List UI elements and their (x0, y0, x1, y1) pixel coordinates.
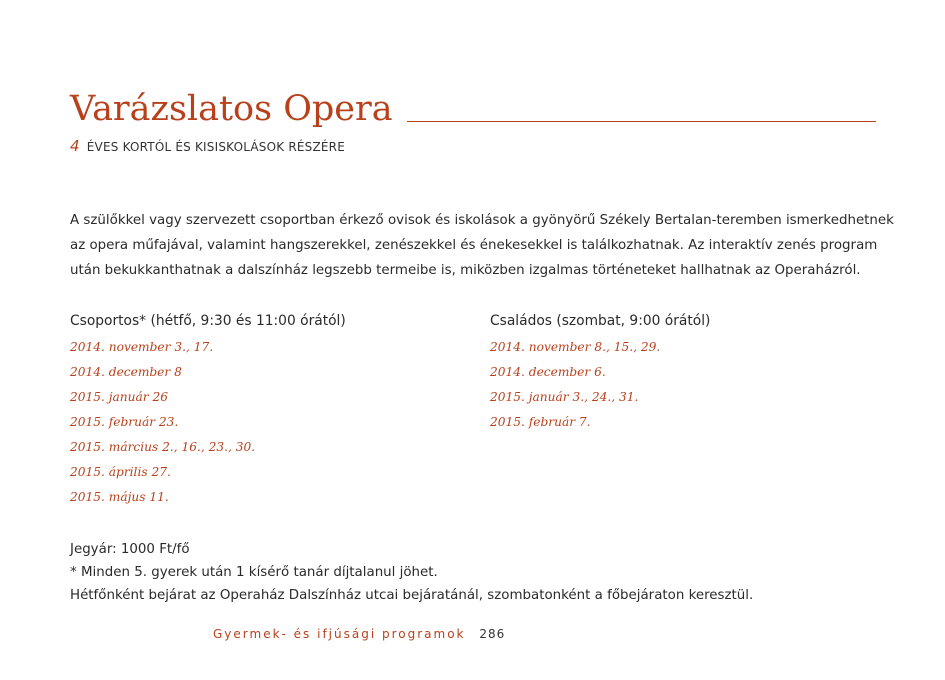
entrance-note: Hétfőnként bejárat az Operaház Dalszínház utcai bejáratánál, szombatonként a főbejáraton keresztül. (70, 588, 754, 603)
ticket-price: Jegyár: 1000 Ft/fő (70, 542, 190, 557)
group-date: 2015. február 23. (70, 415, 179, 429)
intro-line: az opera műfajával, valamint hangszerekkel, zenészekkel és énekesekkel is találkozhatnak. Az interaktív zenés program (70, 238, 878, 253)
page-title: Varázslatos Opera (70, 89, 393, 129)
page-number: 286 (479, 627, 506, 641)
family-schedule (490, 310, 710, 435)
group-schedule-heading: Csoportos* (hétfő, 9:30 és 11:00 órától) (70, 313, 346, 329)
family-schedule-heading: Családos (szombat, 9:00 órától) (490, 313, 711, 329)
group-date: 2015. május 11. (70, 490, 169, 504)
teacher-note: * Minden 5. gyerek után 1 kísérő tanár díjtalanul jöhet. (70, 565, 438, 580)
subtitle-age-number: 4 (70, 137, 80, 155)
group-date: 2014. december 8 (70, 365, 182, 379)
intro-line: után bekukkanthatnak a dalszínház legszebb termeibe is, miközben izgalmas történeteket hallhatnak az Operaházról. (70, 263, 861, 278)
title-rule (407, 121, 876, 122)
family-date: 2015. január 3., 24., 31. (490, 390, 639, 404)
subtitle (70, 137, 345, 155)
group-date: 2015. április 27. (70, 465, 171, 479)
family-date: 2015. február 7. (490, 415, 591, 429)
group-date: 2015. március 2., 16., 23., 30. (70, 440, 256, 454)
family-date: 2014. november 8., 15., 29. (490, 340, 661, 354)
footer-section-name: Gyermek- és ifjúsági programok (213, 627, 466, 641)
intro-paragraph (70, 208, 894, 283)
ticket-info (70, 538, 753, 607)
group-schedule (70, 310, 346, 510)
family-date: 2014. december 6. (490, 365, 606, 379)
page-footer (213, 627, 505, 641)
title-row (70, 89, 876, 129)
intro-line: A szülőkkel vagy szervezett csoportban érkező ovisok és iskolások a gyönyörű Székely Bertalan-teremben ismerkedhetnek (70, 213, 894, 228)
group-date: 2014. november 3., 17. (70, 340, 214, 354)
group-date: 2015. január 26 (70, 390, 168, 404)
subtitle-text: ÉVES KORTÓL ÉS KISISKOLÁSOK RÉSZÉRE (86, 140, 345, 154)
